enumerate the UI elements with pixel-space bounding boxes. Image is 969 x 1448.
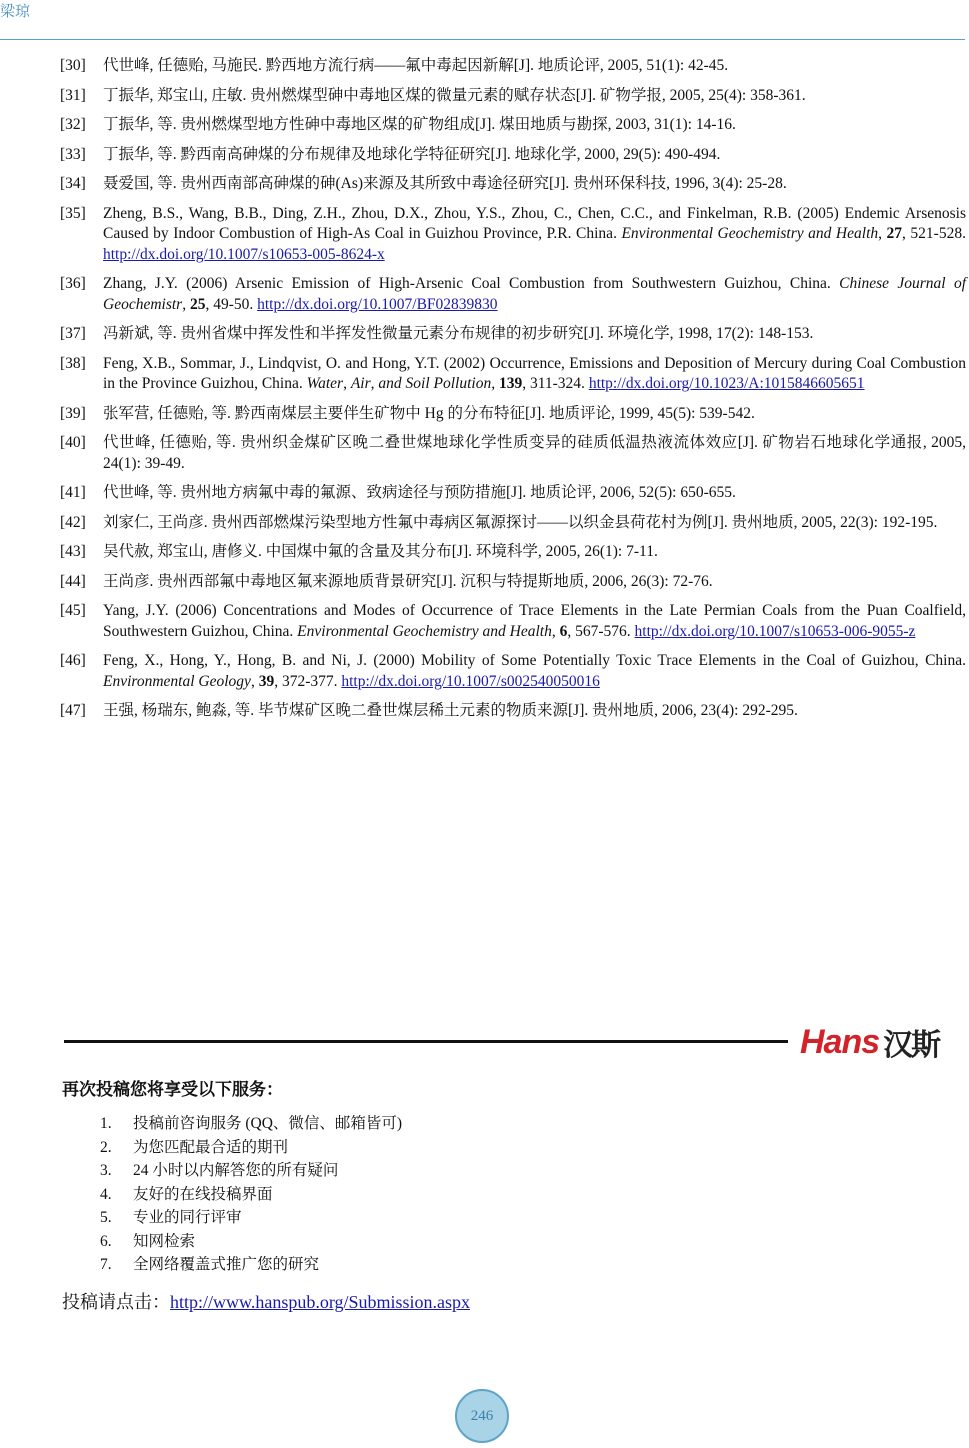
hans-logo xyxy=(800,1023,965,1061)
journal-title: Environmental Geochemistry and Health xyxy=(297,622,552,640)
reference-text-segment: , 311-324. xyxy=(522,375,589,392)
reference-item xyxy=(60,174,966,195)
volume-number: 139 xyxy=(498,375,523,392)
reference-item xyxy=(60,274,966,315)
submit-label: 投稿请点击： xyxy=(62,1292,170,1312)
reference-number: [47] xyxy=(60,702,86,719)
journal-title: Water xyxy=(306,375,344,392)
reference-item xyxy=(60,483,966,504)
reference-text-segment: 代世峰, 任德贻, 马施民. 黔西地方流行病——氟中毒起因新解[J]. 地质论评, 2005, 51(1): 42-45. xyxy=(103,57,729,74)
journal-title: Environmental Geochemistry and Health xyxy=(621,225,879,242)
service-text: 专业的同行评审 xyxy=(133,1209,242,1226)
reference-text xyxy=(103,542,966,563)
logo-chinese: 汉斯 xyxy=(883,1028,940,1063)
reference-number: [42] xyxy=(60,513,86,531)
reference-text-segment: 代世峰, 任德贻, 等. 贵州织金煤矿区晚二叠世煤地球化学性质变异的硅质低温热液流体效应[J]. 矿物岩石地球化学通报, 2005, 24(1): 39-49. xyxy=(103,434,966,472)
reference-item xyxy=(60,542,966,563)
doi-link[interactable]: http://dx.doi.org/10.1007/s002540050016 xyxy=(341,672,600,690)
submit-link[interactable]: http://www.hanspub.org/Submission.aspx xyxy=(170,1292,471,1312)
reference-item xyxy=(60,601,966,642)
reference-text-segment: , xyxy=(370,375,379,392)
reference-text xyxy=(103,354,966,395)
reference-text xyxy=(103,115,966,136)
reference-text-segment: 聂爱国, 等. 贵州西南部高砷煤的砷(As)来源及其所致中毒途径研究[J]. 贵州环保科技, 1996, 3(4): 25-28. xyxy=(103,175,787,192)
reference-number: [36] xyxy=(60,275,86,292)
reference-text-segment: 吴代赦, 郑宝山, 唐修义. 中国煤中氟的含量及其分布[J]. 环境科学, 2005, 26(1): 7-11. xyxy=(103,543,658,560)
reference-text xyxy=(103,701,966,722)
reference-text-segment: Zhang, J.Y. (2006) Arsenic Emission of High-Arsenic Coal Combustion from Southwestern Guizhou, China. xyxy=(103,275,840,292)
reference-number: [35] xyxy=(60,204,86,222)
reference-text xyxy=(103,324,966,345)
service-number: 2. xyxy=(100,1138,112,1156)
reference-text-segment: Feng, X., Hong, Y., Hong, B. and Ni, J. (2000) Mobility of Some Potentially Toxic Trace Elements in the Coal of Guizhou, China. xyxy=(103,652,966,669)
reference-number: [40] xyxy=(60,434,86,451)
reference-number: [37] xyxy=(60,325,86,342)
reference-text-segment: 冯新斌, 等. 贵州省煤中挥发性和半挥发性微量元素分布规律的初步研究[J]. 环境化学, 1998, 17(2): 148-153. xyxy=(103,325,814,342)
reference-text-segment: Feng, X.B., Sommar, J., Lindqvist, O. and Hong, Y.T. (2002) Occurrence, Emissions and Deposition of Mercury during Coal Combustion in the Province Guizhou, China. xyxy=(103,354,966,392)
reference-text xyxy=(103,483,966,504)
reference-text-segment: Yang, J.Y. (2006) Concentrations and Modes of Occurrence of Trace Elements in the Late Permian Coals from the Puan Coalfield, Southwestern Guizhou, China. xyxy=(103,602,966,640)
page-number: 246 xyxy=(470,1407,494,1424)
reference-text-segment: 丁振华, 等. 贵州燃煤型地方性砷中毒地区煤的矿物组成[J]. 煤田地质与勘探, 2003, 31(1): 14-16. xyxy=(103,116,736,133)
reference-text-segment: 王强, 杨瑞东, 鲍淼, 等. 毕节煤矿区晚二叠世煤层稀土元素的物质来源[J]. 贵州地质, 2006, 23(4): 292-295. xyxy=(103,702,798,719)
reference-text xyxy=(103,145,966,166)
reference-text xyxy=(103,404,966,425)
reference-number: [39] xyxy=(60,404,86,422)
reference-text-segment: , 49-50. xyxy=(205,295,258,313)
doi-link[interactable]: http://dx.doi.org/10.1007/BF02839830 xyxy=(257,295,498,313)
service-item xyxy=(100,1112,402,1136)
service-text: 知网检索 xyxy=(133,1232,196,1250)
reference-text-segment: 刘家仁, 王尚彦. 贵州西部燃煤污染型地方性氟中毒病区氟源探讨——以织金县荷花村为例[J]. 贵州地质, 2005, 22(3): 192-195. xyxy=(103,513,938,531)
journal-title: Air xyxy=(350,375,371,392)
reference-item xyxy=(60,433,966,474)
reference-item xyxy=(60,404,966,425)
reference-number: [46] xyxy=(60,652,86,669)
service-item xyxy=(100,1253,402,1277)
reference-text-segment: 张军营, 任德贻, 等. 黔西南煤层主要伴生矿物中 Hg 的分布特征[J]. 地质评论, 1999, 45(5): 539-542. xyxy=(103,404,755,422)
reference-text-segment: , xyxy=(182,295,190,313)
reference-text-segment: , 521-528. xyxy=(902,225,966,242)
reference-text xyxy=(103,601,966,642)
reference-text-segment: , xyxy=(491,375,499,392)
logo-wordmark: Hans xyxy=(800,1022,880,1061)
volume-number: 39 xyxy=(258,672,275,690)
header-divider xyxy=(0,39,965,40)
reference-number: [33] xyxy=(60,145,86,163)
doi-link[interactable]: http://dx.doi.org/10.1007/s10653-005-8624-x xyxy=(103,245,385,263)
reference-item xyxy=(60,354,966,395)
reference-text-segment: 丁振华, 郑宝山, 庄敏. 贵州燃煤型砷中毒地区煤的微量元素的赋存状态[J]. 矿物学报, 2005, 25(4): 358-361. xyxy=(103,86,806,104)
reference-number: [43] xyxy=(60,543,86,560)
service-number: 7. xyxy=(100,1256,112,1273)
reference-item xyxy=(60,115,966,136)
service-number: 4. xyxy=(100,1185,112,1203)
doi-link[interactable]: http://dx.doi.org/10.1023/A:1015846605651 xyxy=(588,375,865,392)
promo-divider xyxy=(64,1040,788,1043)
reference-number: [32] xyxy=(60,116,86,133)
reference-number: [44] xyxy=(60,572,86,590)
service-text: 全网络覆盖式推广您的研究 xyxy=(133,1256,320,1273)
reference-list xyxy=(60,56,966,731)
service-text: 友好的在线投稿界面 xyxy=(133,1185,273,1203)
service-number: 5. xyxy=(100,1209,112,1226)
reference-text xyxy=(103,204,966,266)
reference-item xyxy=(60,86,966,107)
reference-text xyxy=(103,56,966,77)
service-text: 24 小时以内解答您的所有疑问 xyxy=(133,1162,339,1179)
reference-text-segment: 王尚彦. 贵州西部氟中毒地区氟来源地质背景研究[J]. 沉积与特提斯地质, 2006, 26(3): 72-76. xyxy=(103,572,713,590)
service-list xyxy=(100,1112,402,1277)
service-item xyxy=(100,1230,402,1254)
reference-item xyxy=(60,513,966,534)
reference-text xyxy=(103,274,966,315)
running-header-author: 梁琼 xyxy=(0,4,31,20)
volume-number: 6 xyxy=(559,622,568,640)
reference-text xyxy=(103,513,966,534)
service-text: 为您匹配最合适的期刊 xyxy=(133,1138,289,1156)
reference-number: [41] xyxy=(60,484,86,501)
reference-text-segment: 丁振华, 等. 黔西南高砷煤的分布规律及地球化学特征研究[J]. 地球化学, 2000, 29(5): 490-494. xyxy=(103,145,721,163)
reference-number: [38] xyxy=(60,354,86,372)
volume-number: 25 xyxy=(189,295,206,313)
reference-item xyxy=(60,701,966,722)
reference-item xyxy=(60,56,966,77)
journal-title: and Soil Pollution xyxy=(378,375,492,392)
reference-item xyxy=(60,651,966,692)
journal-title: Environmental Geology xyxy=(103,672,251,690)
reference-text-segment: Zheng, B.S., Wang, B.B., Ding, Z.H., Zhou, D.X., Zhou, Y.S., Zhou, C., Chen, C.C., and Finkelman, R.B. (2005) Endemic Arsenosis Caused by Indoor Combustion of High-As Coal in Guizhou Province, P.R. China. xyxy=(103,204,966,242)
service-number: 3. xyxy=(100,1162,112,1179)
reference-text xyxy=(103,86,966,107)
reference-item xyxy=(60,145,966,166)
reference-item xyxy=(60,324,966,345)
service-item xyxy=(100,1206,402,1230)
reference-text-segment: , 372-377. xyxy=(274,672,342,690)
reference-number: [45] xyxy=(60,602,86,619)
reference-number: [30] xyxy=(60,57,86,74)
reference-item xyxy=(60,204,966,266)
promo-title: 再次投稿您将享受以下服务： xyxy=(62,1080,283,1100)
reference-text xyxy=(103,174,966,195)
reference-item xyxy=(60,572,966,593)
reference-text-segment: , xyxy=(878,225,887,242)
reference-number: [34] xyxy=(60,175,86,192)
reference-text xyxy=(103,572,966,593)
service-item xyxy=(100,1183,402,1207)
volume-number: 27 xyxy=(886,225,903,242)
submit-line xyxy=(62,1288,470,1314)
reference-text-segment: , 567-576. xyxy=(567,622,635,640)
journal-title: Chinese Journal of Geochemistr xyxy=(103,275,966,313)
page-number-badge xyxy=(455,1389,509,1443)
reference-text-segment: , xyxy=(343,375,351,392)
reference-text-segment: , xyxy=(551,622,560,640)
reference-text-segment: 代世峰, 等. 贵州地方病氟中毒的氟源、致病途径与预防措施[J]. 地质论评, 2006, 52(5): 650-655. xyxy=(103,484,736,501)
service-number: 1. xyxy=(100,1115,112,1132)
service-number: 6. xyxy=(100,1232,112,1250)
service-text: 投稿前咨询服务 (QQ、微信、邮箱皆可) xyxy=(133,1115,403,1132)
service-item xyxy=(100,1136,402,1160)
reference-number: [31] xyxy=(60,86,86,104)
doi-link[interactable]: http://dx.doi.org/10.1007/s10653-006-9055-z xyxy=(634,622,916,640)
reference-text xyxy=(103,433,966,474)
service-item xyxy=(100,1159,402,1183)
reference-text-segment: , xyxy=(250,672,259,690)
reference-text xyxy=(103,651,966,692)
